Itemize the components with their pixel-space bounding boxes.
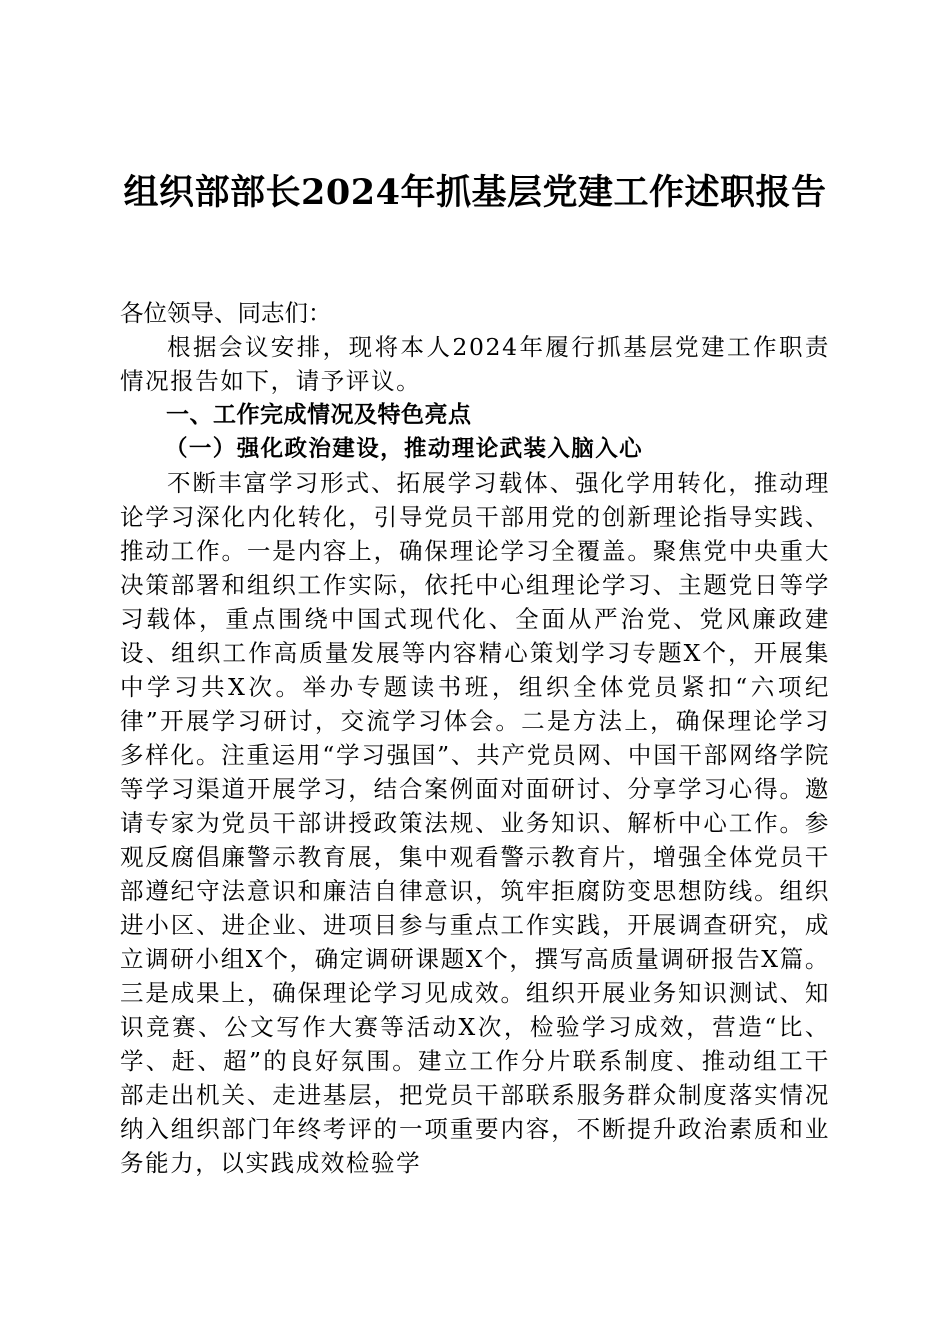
body-paragraph: 不断丰富学习形式、拓展学习载体、强化学用转化，推动理论学习深化内化转化，引导党员干部用党的创新理论指导实践、推动工作。一是内容上，确保理论学习全覆盖。聚焦党中央重大决策部署和组织工作实际，依托中心组理论学习、主题党日等学习载体，重点围绕中国式现代化、全面从严治党、党风廉政建设、组织工作高质量发展等内容精心策划学习专题X个，开展集中学习共X次。举办专题读书班，组织全体党员紧扣“六项纪律”开展学习研讨，交流学习体会。二是方法上，确保理论学习多样化。注重运用“学习强国”、共产党员网、中国干部网络学院等学习渠道开展学习，结合案例面对面研讨、分享学习心得。邀请专家为党员干部讲授政策法规、业务知识、解析中心工作。参观反腐倡廉警示教育展，集中观看警示教育片，增强全体党员干部遵纪守法意识和廉洁自律意识，筑牢拒腐防变思想防线。组织进小区、进企业、进项目参与重点工作实践，开展调查研究，成立调研小组X个，确定调研课题X个，撰写高质量调研报告X篇。三是成果上，确保理论学习见成效。组织开展业务知识测试、知识竞赛、公文写作大赛等活动X次，检验学习成效，营造“比、学、赶、超”的良好氛围。建立工作分片联系制度、推动组工干部走出机关、走进基层，把党员干部联系服务群众制度落实情况纳入组织部门年终考评的一项重要内容，不断提升政治素质和业务能力，以实践成效检验学	[120, 469, 830, 1177]
document-body	[120, 296, 830, 1180]
intro-paragraph: 根据会议安排，现将本人2024年履行抓基层党建工作职责情况报告如下，请予评议。	[120, 333, 830, 395]
subsection-heading: （一）强化政治建设，推动理论武装入脑入心	[165, 436, 644, 462]
section-heading: 一、工作完成情况及特色亮点	[166, 402, 472, 428]
document-title: 组织部部长2024年抓基层党建工作述职报告	[123, 172, 827, 213]
salutation: 各位领导、同志们：	[120, 299, 332, 327]
